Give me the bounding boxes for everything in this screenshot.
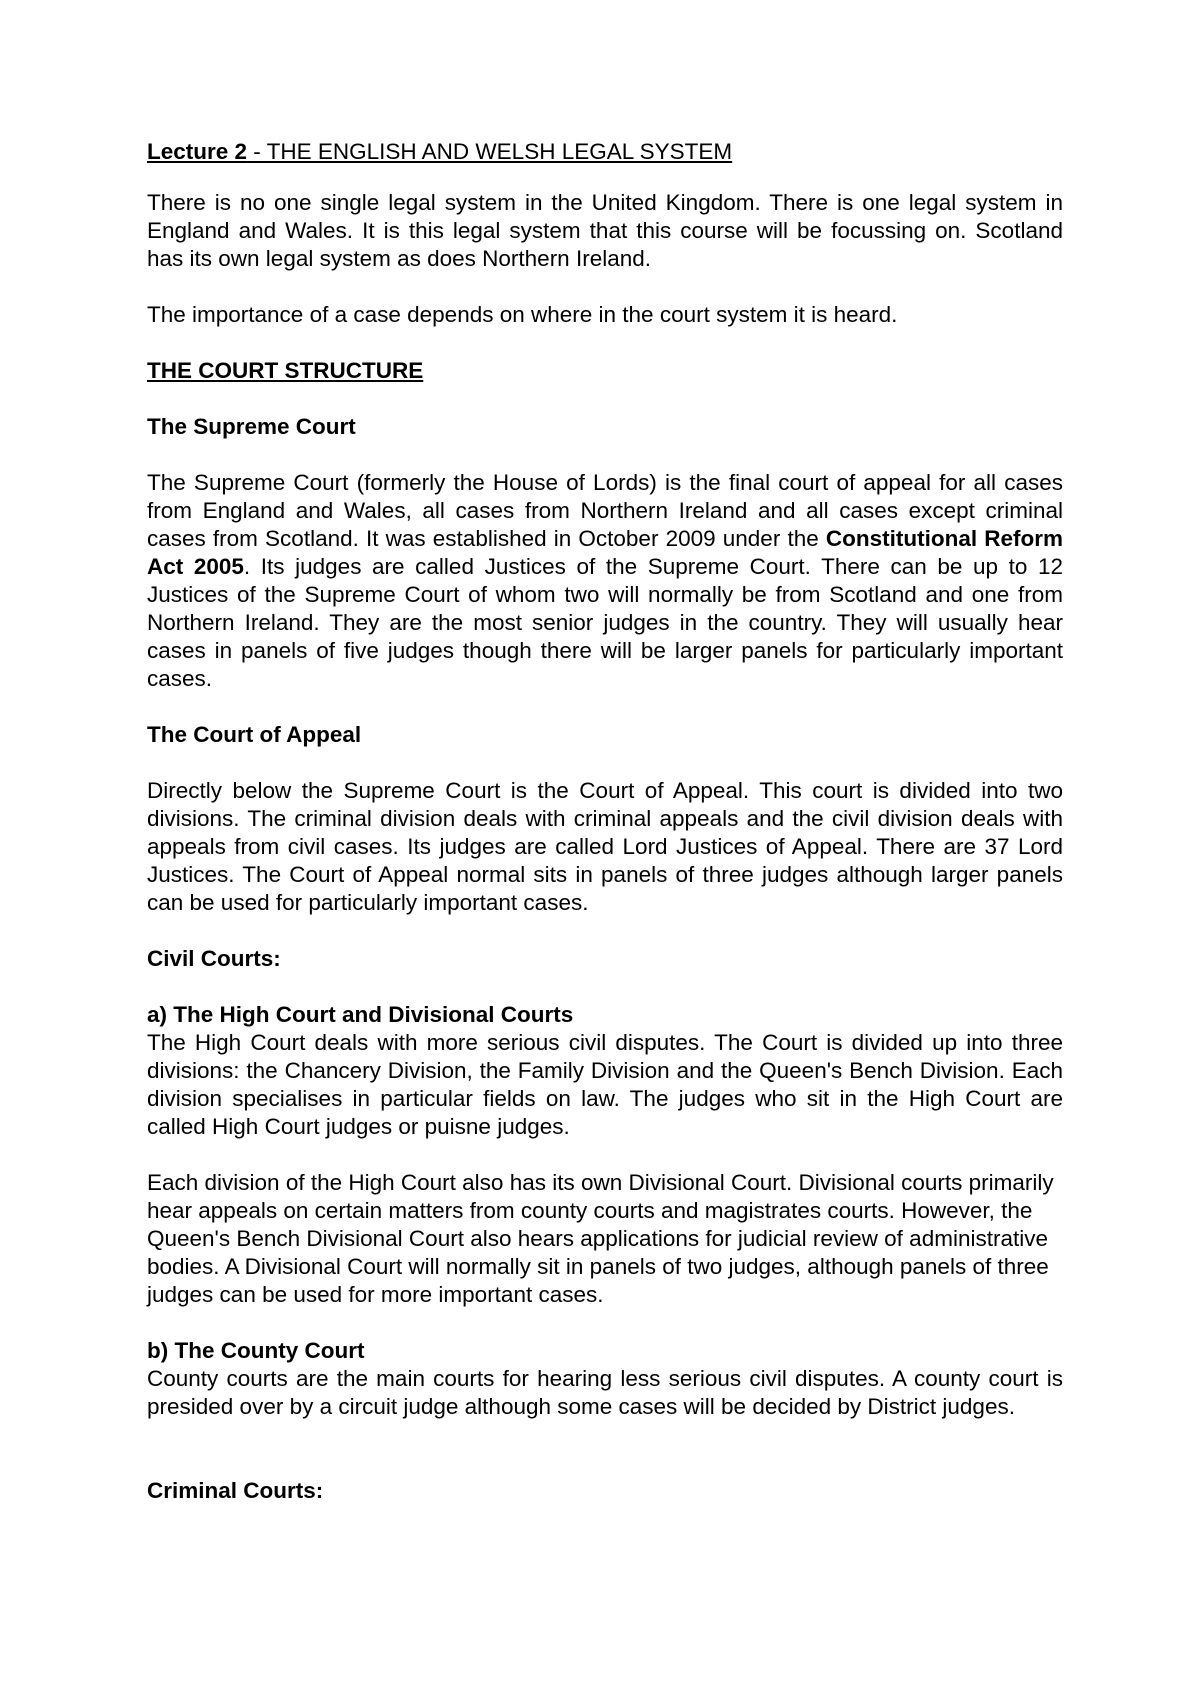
intro-paragraph: There is no one single legal system in the United Kingdom. There is one legal system in England and Wales. It is this legal system that this course will be focussing on. Scotland has its own legal system as does Northern Ireland. — [147, 190, 1063, 271]
supreme-court-paragraph — [147, 469, 1063, 693]
criminal-courts-heading: Criminal Courts: — [147, 1478, 324, 1503]
supreme-court-text-before-act: The Supreme Court (formerly the House of Lords) is the final court of appeal for all cases from England and Wales, all cases from Northern Ireland and all cases except criminal cases from Scotland. It was established in October 2009 under the — [147, 470, 1063, 551]
constitutional-reform-act: Constitutional Reform Act 2005 — [147, 526, 1063, 579]
county-court-paragraph: County courts are the main courts for hearing less serious civil disputes. A county court is presided over by a circuit judge although some cases will be decided by District judges. — [147, 1366, 1063, 1419]
importance-paragraph: The importance of a case depends on where in the court system it is heard. — [147, 302, 898, 327]
title-rest: - THE ENGLISH AND WELSH LEGAL SYSTEM — [247, 139, 733, 164]
court-of-appeal-heading: The Court of Appeal — [147, 722, 362, 747]
civil-courts-heading: Civil Courts: — [147, 946, 281, 971]
title-prefix: Lecture 2 — [147, 139, 248, 164]
supreme-court-text-after-act: . Its judges are called Justices of the Supreme Court. There can be up to 12 Justices of the Supreme Court of whom two will normally be from Scotland and one from Northern Ireland. They are the most senior judges in the country. They will usually hear cases in panels of five judges though there will be larger panels for particularly important cases. — [147, 554, 1064, 691]
document-page — [147, 138, 1063, 1533]
divisional-court-paragraph: Each division of the High Court also has its own Divisional Court. Divisional courts primarily hear appeals on certain matters from county courts and magistrates courts. However, the Queen's Bench Divisional Court also hears applications for judicial review of administrative bodies. A Divisional Court will normally sit in panels of two judges, although panels of three judges can be used for more important cases. — [147, 1170, 1054, 1307]
supreme-court-heading: The Supreme Court — [147, 414, 356, 439]
county-court-heading: b) The County Court — [147, 1338, 365, 1363]
court-structure-heading: THE COURT STRUCTURE — [147, 358, 424, 383]
court-of-appeal-paragraph: Directly below the Supreme Court is the Court of Appeal. This court is divided into two divisions. The criminal division deals with criminal appeals and the civil division deals with appeals from civil cases. Its judges are called Lord Justices of Appeal. There are 37 Lord Justices. The Court of Appeal normal sits in panels of three judges although larger panels can be used for particularly important cases. — [147, 778, 1063, 915]
high-court-heading: a) The High Court and Divisional Courts — [147, 1002, 574, 1027]
document-title — [147, 138, 1063, 166]
high-court-paragraph: The High Court deals with more serious civil disputes. The Court is divided up into three divisions: the Chancery Division, the Family Division and the Queen's Bench Division. Each division specialises in particular fields on law. The judges who sit in the High Court are called High Court judges or puisne judges. — [147, 1030, 1063, 1139]
